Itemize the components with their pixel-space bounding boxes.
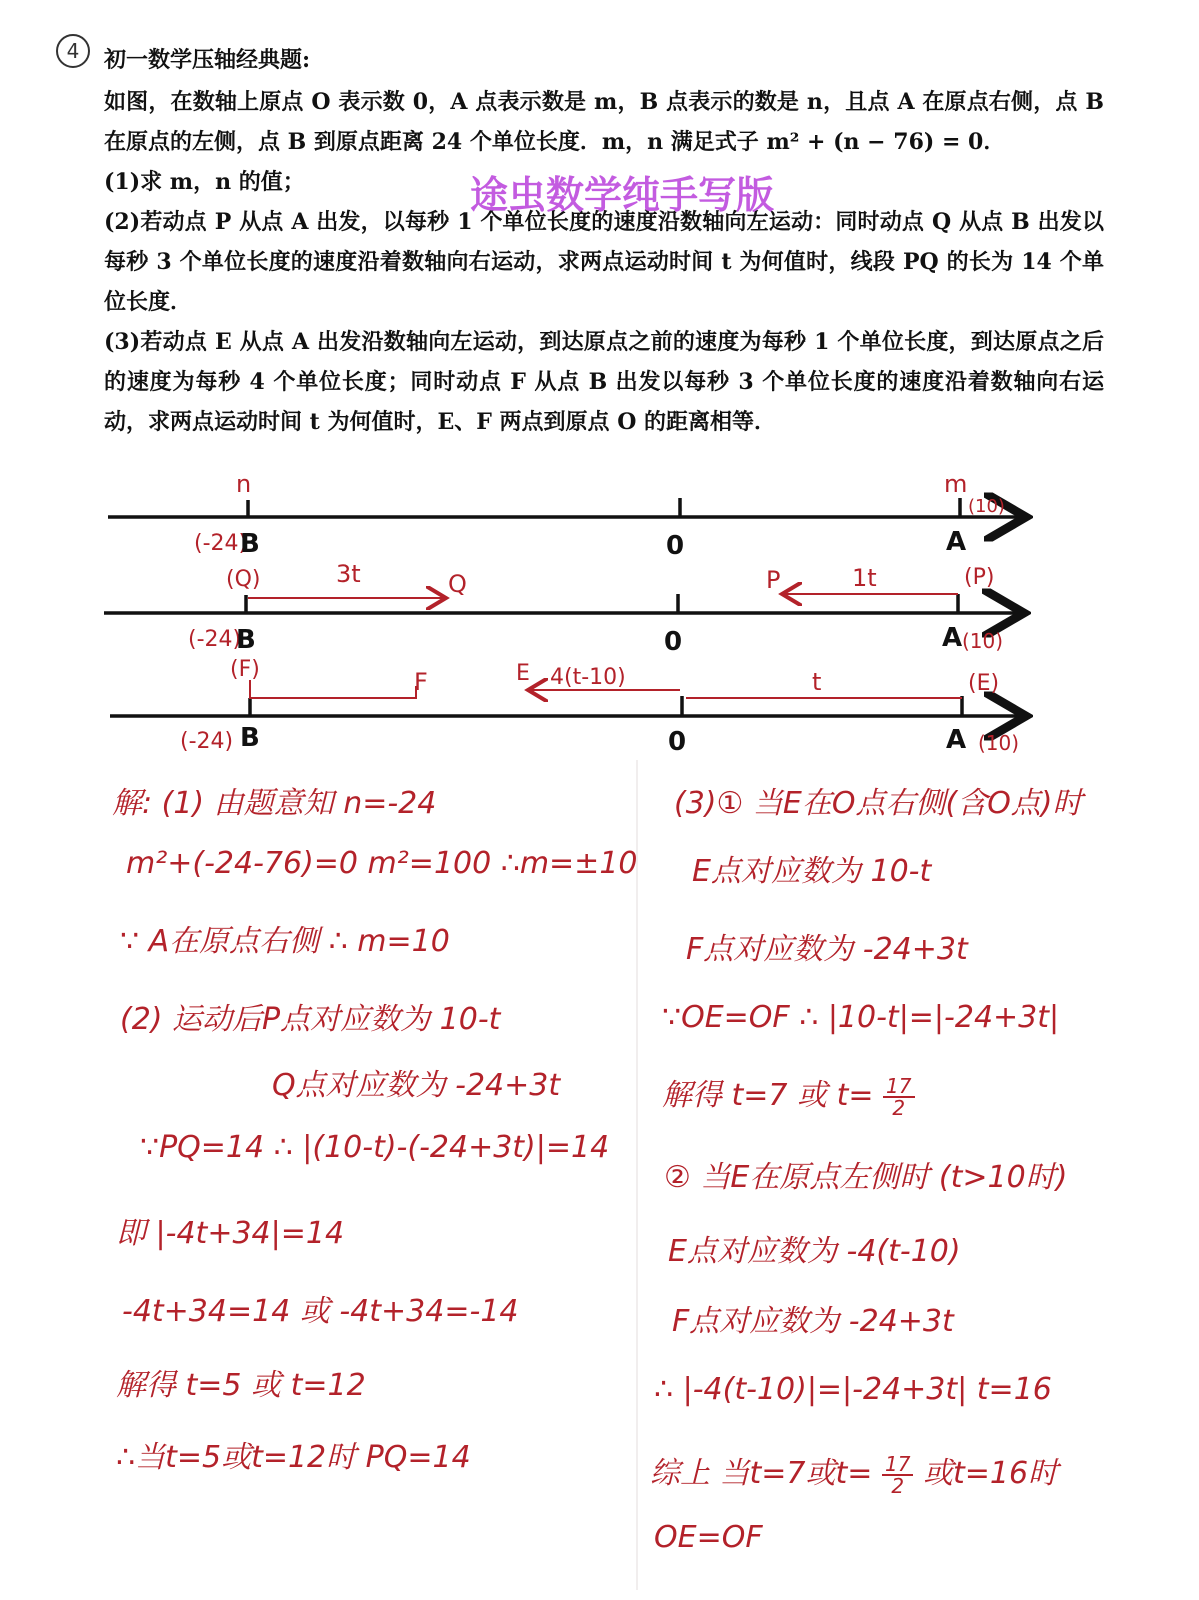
solution-line-3: ∵ A在原点右侧 ∴ m=10 <box>120 924 450 959</box>
number-line-2 <box>104 560 1024 657</box>
solution-right-line-4: ∵OE=OF ∴ |10-t|=|-24+3t| <box>662 1000 1060 1035</box>
solution-line-7: 即 |-4t+34|=14 <box>116 1216 345 1251</box>
number-line-1 <box>108 470 1026 561</box>
label-q-start: (Q) <box>226 567 261 592</box>
label-b-value: (-24) <box>194 531 248 556</box>
label-b-value: (-24) <box>188 627 242 652</box>
solution-right-line-10-tail: 或t=16时 <box>922 1456 1059 1491</box>
solution-right-line-6: ② 当E在原点左侧时 (t>10时) <box>664 1160 1068 1195</box>
solution-line-10: ∴当t=5或t=12时 PQ=14 <box>116 1440 471 1475</box>
number-line-diagrams <box>0 470 1199 760</box>
solution-right-line-2: E点对应数为 10-t <box>692 854 932 889</box>
question-3: (3)若动点 E 从点 A 出发沿数轴向左运动，到达原点之前的速度为每秒 1 个单位长度，到达原点之后的速度为每秒 4 个单位长度；同时动点 F 从点 B 出发以每秒 3 个单位长度的速度沿着数轴向右运动，求两点运动时间 t 为何值时，E、F 两点到原点 O 的距离相等． <box>104 329 1104 435</box>
solution-line-2: m²+(-24-76)=0 m²=100 ∴m=±10 <box>126 846 638 881</box>
label-p-end: P <box>766 566 781 594</box>
label-m: m <box>944 470 968 498</box>
watermark-text: 途虫数学纯手写版 <box>470 173 775 217</box>
fraction-17-2: $\frac{17}{2}$ <box>882 1454 913 1496</box>
label-origin: 0 <box>666 531 685 561</box>
label-n: n <box>236 470 252 498</box>
label-p-start: (P) <box>964 565 995 590</box>
label-e-end: E <box>516 661 530 686</box>
solution-line-6: ∵PQ=14 ∴ |(10-t)-(-24+3t)|=14 <box>140 1130 610 1165</box>
problem-text: 如图，在数轴上原点 O 表示数 0，A 点表示数是 m，B 点表示的数是 n，且点 A 在原点右侧，点 B 在原点的左侧，点 B 到原点距离 24 个单位长度．m，n 满足式子 m² + (n − 76) = 0． <box>104 89 1104 155</box>
number-line-3 <box>110 657 1026 757</box>
label-b-value: (-24) <box>180 729 234 754</box>
label-a-value: (10) <box>962 629 1004 653</box>
solution-right-line-8: F点对应数为 -24+3t <box>672 1304 954 1339</box>
solution-right-line-9: ∴ |-4(t-10)|=|-24+3t| t=16 <box>654 1372 1052 1407</box>
problem-statement <box>104 40 1104 442</box>
label-origin: 0 <box>664 627 683 657</box>
problem-title: 初一数学压轴经典题: <box>104 47 311 73</box>
solution-right-line-10-text: 综上 当t=7或t= <box>650 1456 873 1491</box>
label-e-start: (E) <box>968 671 1000 696</box>
solution-line-4: (2) 运动后P点对应数为 10-t <box>120 1002 501 1037</box>
solution-right-line-5-text: 解得 t=7 或 t= <box>662 1078 874 1113</box>
label-m-value: (10) <box>968 496 1005 517</box>
label-a: A <box>942 623 963 653</box>
label-e-speed-2: 4(t-10) <box>550 665 626 690</box>
label-e-speed-1: t <box>812 668 822 696</box>
question-1: (1)求 m，n 的值； <box>104 169 305 195</box>
solution-line-5: Q点对应数为 -24+3t <box>272 1068 561 1103</box>
fraction-17-2: $\frac{17}{2}$ <box>883 1076 914 1118</box>
label-q-speed: 3t <box>336 560 361 588</box>
label-a-value: (10) <box>978 731 1020 755</box>
label-a: A <box>946 527 967 557</box>
label-f-start: (F) <box>230 657 260 682</box>
label-f-end: F <box>414 668 428 696</box>
solution-right-line-10 <box>650 1448 1058 1496</box>
solution-right-line-11: OE=OF <box>654 1520 763 1555</box>
column-divider <box>636 760 638 1590</box>
label-a: A <box>946 725 967 755</box>
solution-right-line-3: F点对应数为 -24+3t <box>686 932 968 967</box>
label-b: B <box>240 529 260 559</box>
label-p-speed: 1t <box>852 564 877 592</box>
solution-right-line-5 <box>662 1070 915 1118</box>
solution-line-8: -4t+34=14 或 -4t+34=-14 <box>122 1294 519 1329</box>
label-q-end: Q <box>448 570 467 598</box>
label-b: B <box>240 723 260 753</box>
problem-number-badge: 4 <box>56 34 90 68</box>
solution-line-1: 解: (1) 由题意知 n=-24 <box>112 786 437 821</box>
question-2: (2)若动点 P 从点 A 出发，以每秒 1 个单位长度的速度沿数轴向左运动：同时动点 Q 从点 B 出发以每秒 3 个单位长度的速度沿着数轴向右运动，求两点运动时间 t 为何值时，线段 PQ 的长为 14 个单位长度． <box>104 209 1104 315</box>
solution-right-line-1: (3)① 当E在O点右侧(含O点)时 <box>674 786 1083 821</box>
label-origin: 0 <box>668 727 687 757</box>
label-b: B <box>236 625 256 655</box>
solution-line-9: 解得 t=5 或 t=12 <box>116 1368 366 1403</box>
solution-right-line-7: E点对应数为 -4(t-10) <box>668 1234 961 1269</box>
